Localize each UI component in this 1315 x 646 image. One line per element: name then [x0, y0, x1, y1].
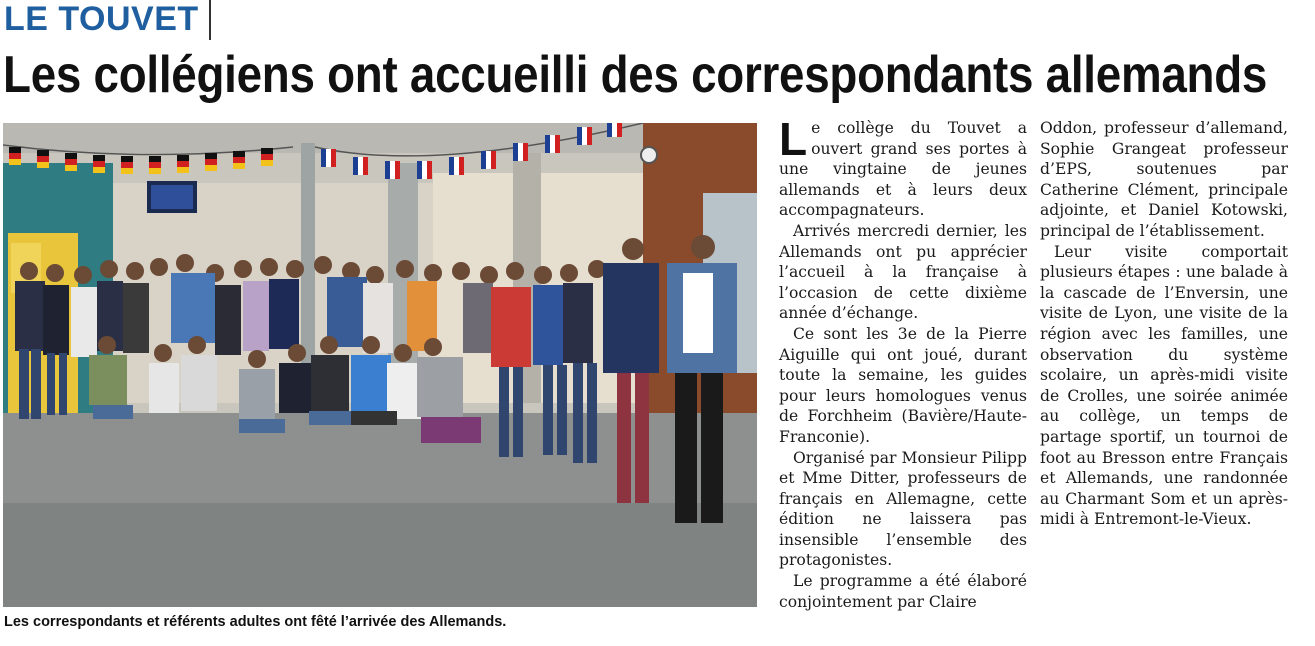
paragraph-2: Arrivés mercredi dernier, les Allemands ont pu apprécier l’accueil à la française à l’occasion de cette dixième année d’échange. — [779, 221, 1027, 323]
paragraph-5-continued: Oddon, professeur d’allemand, Sophie Grangeat professeur d’EPS, soutenues par Catherine Clément, principale adjointe, et Daniel Kotowski, principal de l’établissement. — [1040, 119, 1288, 240]
group-photo — [3, 123, 757, 607]
photo-caption: Les correspondants et référents adultes ont fêté l’arrivée des Allemands. — [4, 614, 507, 630]
article-column-2 — [1040, 118, 1288, 530]
paragraph-1-text: e collège du Touvet a ouvert grand ses portes à une vingtaine de jeunes allemands et à leurs deux accompagnateurs. — [779, 119, 1027, 220]
drop-cap: L — [779, 113, 808, 165]
headline: Les collégiens ont accueilli des correspondants allemands — [3, 46, 1268, 104]
paragraph-3: Ce sont les 3e de la Pierre Aiguille qui ont joué, durant toute la semaine, les guides pour leurs homologues venus de Forchheim (Bavière/Haute-Franconie). — [779, 324, 1027, 446]
paragraph-5: Le programme a été élaboré conjointement par Claire — [779, 572, 1027, 611]
paragraph-6: Leur visite comportait plusieurs étapes : une balade à la cascade de l’Enversin, une visite de Lyon, une visite de la région avec les familles, une observation du système scolaire, un après-midi visite de Crolles, une soirée animée au collège, un temps de partage sportif, un tournoi de foot au Bresson entre Français et Allemands, une randonnée au Charmant Som et un après-midi à Entremont-le-Vieux. — [1040, 242, 1288, 529]
section-kicker: LE TOUVET — [4, 0, 211, 40]
paragraph-4: Organisé par Monsieur Pilipp et Mme Ditter, professeurs de français en Allemagne, cette édition ne laissera pas insensible l’ensemble des protagonistes. — [779, 448, 1027, 570]
article-column-1 — [779, 113, 1027, 612]
group-photo-illustration — [3, 123, 757, 607]
paragraph-1 — [779, 113, 1027, 221]
